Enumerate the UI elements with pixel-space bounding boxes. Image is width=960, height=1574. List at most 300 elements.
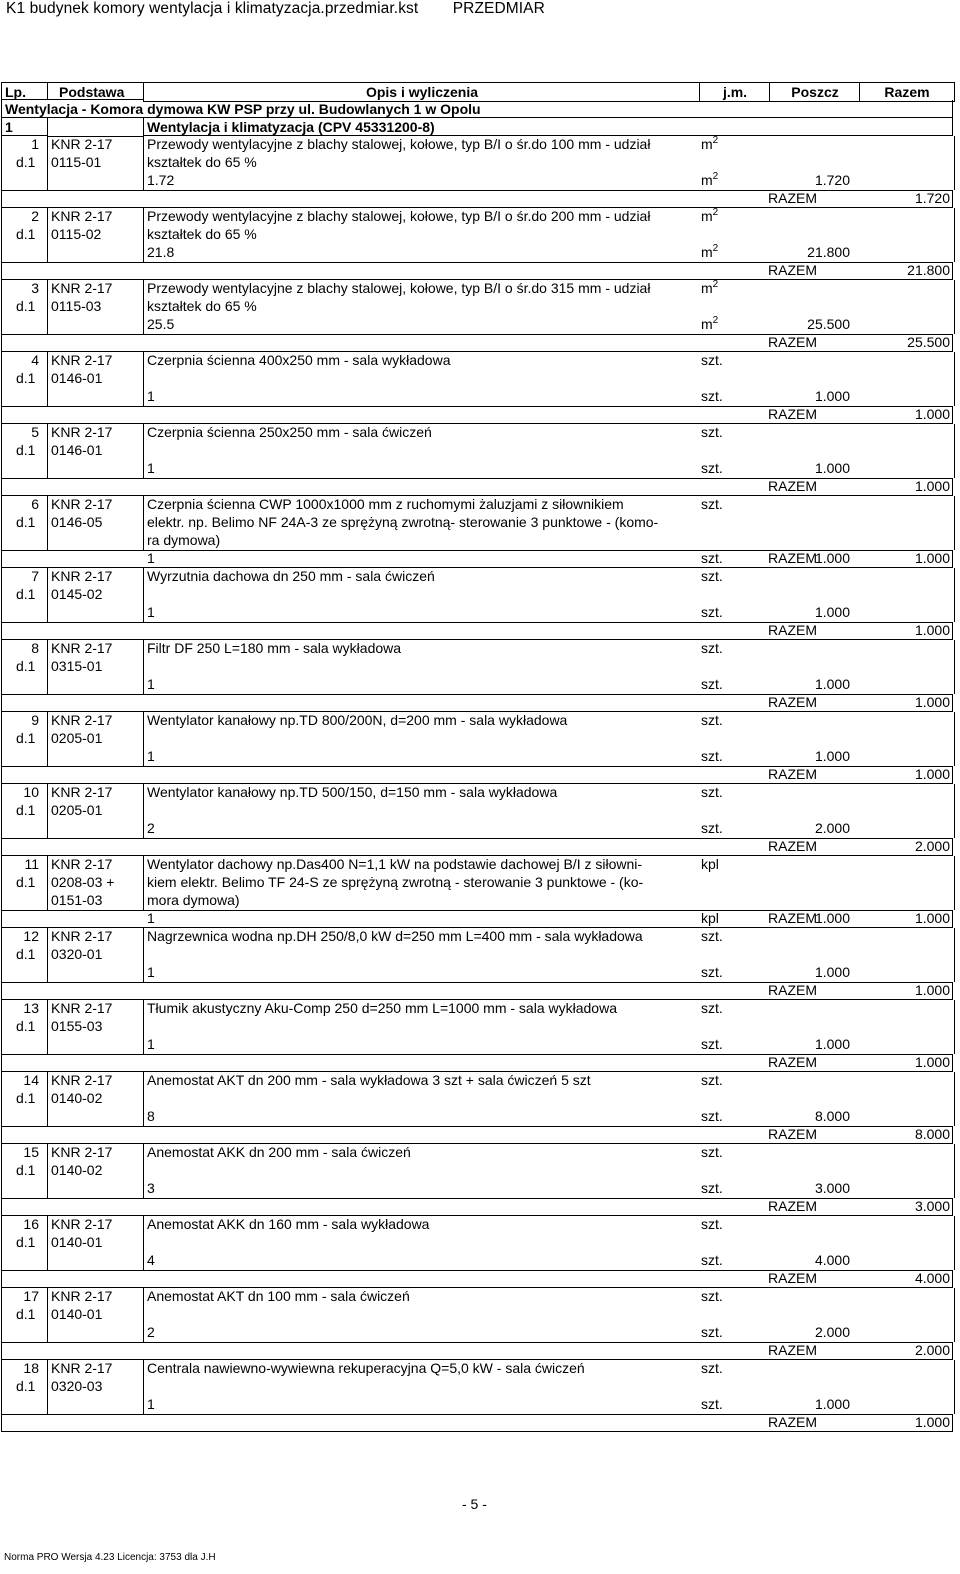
item-calc-unit (701, 1396, 723, 1412)
item-calc-unit-text: szt. (701, 1036, 723, 1052)
item-unit-text: szt. (701, 640, 723, 656)
item-unit (701, 856, 719, 872)
item-poszcz-value: 1.000 (814, 550, 850, 566)
table-header (1, 82, 953, 100)
item-d-label: d.1 (16, 946, 36, 962)
item-desc-line: Przewody wentylacyjne z blachy stalowej, kołowe, typ B/I o śr.do 100 mm - udział (147, 136, 651, 152)
item-razem-row (1, 1270, 953, 1288)
group-title: Wentylacja i klimatyzacja (CPV 45331200-8) (143, 118, 953, 136)
item-unit-text: szt. (701, 496, 723, 512)
item-unit-text: szt. (701, 352, 723, 368)
item-number: 18 (23, 1360, 39, 1376)
item-base-line: 0155-03 (51, 1018, 103, 1034)
item-base-line: 0140-02 (51, 1162, 103, 1178)
item-razem-value: 25.500 (907, 334, 950, 350)
item-base-line: KNR 2-17 (51, 136, 113, 152)
item-calc-unit (701, 316, 718, 332)
item-desc-cell (143, 568, 955, 622)
item-unit (701, 496, 723, 512)
item-block-1 (1, 136, 953, 208)
razem-label: RAZEM (768, 1270, 817, 1286)
item-unit-text: m (701, 136, 713, 152)
item-calc-unit-text: m (701, 316, 713, 332)
item-unit-text: szt. (701, 1072, 723, 1088)
item-base-line: 0208-03 + (51, 874, 115, 890)
item-razem-row (1, 550, 953, 568)
item-razem-value: 1.000 (914, 694, 950, 710)
item-calc-unit-text: szt. (701, 550, 723, 566)
item-poszcz-value: 1.000 (814, 964, 850, 980)
item-base-line: KNR 2-17 (51, 1000, 113, 1016)
item-number: 9 (31, 712, 39, 728)
item-lp-cell (1, 1072, 48, 1126)
item-desc-cell (143, 928, 955, 982)
item-block-12 (1, 928, 953, 1000)
item-base-line: KNR 2-17 (51, 568, 113, 584)
item-base-cell (47, 1360, 144, 1414)
item-block-8 (1, 640, 953, 712)
group-base-cell (47, 118, 144, 137)
item-razem-value: 1.000 (914, 766, 950, 782)
item-calc-value: 1 (147, 604, 155, 620)
estimate-table (1, 82, 953, 1432)
item-base-line: 0146-05 (51, 514, 103, 530)
item-razem-row (1, 1342, 953, 1360)
item-calc-unit (701, 388, 723, 404)
item-unit-text: szt. (701, 1144, 723, 1160)
item-lp-cell (1, 136, 48, 190)
razem-label: RAZEM (768, 262, 817, 278)
item-block-6 (1, 496, 953, 568)
item-base-line: 0320-01 (51, 946, 103, 962)
item-desc-line: Anemostat AKK dn 160 mm - sala wykładowa (147, 1216, 430, 1232)
item-poszcz-value: 1.000 (814, 676, 850, 692)
item-calc-value: 2 (147, 820, 155, 836)
item-razem-value: 1.000 (914, 406, 950, 422)
item-calc-unit-sup: 2 (712, 171, 719, 182)
item-unit-text: szt. (701, 568, 723, 584)
item-d-label: d.1 (16, 154, 36, 170)
item-desc-line: kiem elektr. Belimo TF 24-S ze sprężyną zwrotną - sterowanie 3 punktowe - (ko- (147, 874, 644, 890)
page-header (6, 0, 545, 18)
item-number: 5 (31, 424, 39, 440)
item-number: 3 (31, 280, 39, 296)
item-desc-line: Czerpnia ścienna 250x250 mm - sala ćwiczeń (147, 424, 432, 440)
item-razem-value: 2.000 (914, 1342, 950, 1358)
item-razem-row (1, 694, 953, 712)
item-razem-value: 4.000 (914, 1270, 950, 1286)
item-razem-row (1, 982, 953, 1000)
razem-label: RAZEM (768, 766, 817, 782)
item-unit (701, 352, 723, 368)
item-d-label: d.1 (16, 1378, 36, 1394)
item-calc-value: 8 (147, 1108, 155, 1124)
item-razem-value: 1.000 (914, 982, 950, 998)
item-desc-line: ra dymowa) (147, 532, 221, 548)
item-unit (701, 1288, 723, 1304)
item-unit (701, 1072, 723, 1088)
item-calc-unit (701, 172, 718, 188)
item-base-line: KNR 2-17 (51, 352, 113, 368)
item-unit-text: szt. (701, 1216, 723, 1232)
item-base-cell (47, 280, 144, 334)
col-opis-header: Opis i wyliczenia (143, 82, 700, 102)
razem-label: RAZEM (768, 838, 817, 854)
item-base-cell (47, 424, 144, 478)
razem-label: RAZEM (768, 622, 817, 638)
item-calc-unit (701, 460, 723, 476)
item-base-cell (47, 1000, 144, 1054)
item-razem-row (1, 622, 953, 640)
item-desc-line: kształtek do 65 % (147, 226, 257, 242)
item-poszcz-value: 2.000 (814, 820, 850, 836)
item-unit (701, 1144, 723, 1160)
razem-label: RAZEM (768, 406, 817, 422)
item-poszcz-value: 2.000 (814, 1324, 850, 1340)
item-calc-value: 25.5 (147, 316, 175, 332)
item-razem-row (1, 1126, 953, 1144)
item-calc-unit-text: kpl (701, 910, 719, 926)
item-d-label: d.1 (16, 370, 36, 386)
item-lp-cell (1, 280, 48, 334)
razem-label: RAZEM (768, 1198, 817, 1214)
item-calc-value: 1 (147, 1396, 155, 1412)
item-lp-cell (1, 1216, 48, 1270)
item-block-4 (1, 352, 953, 424)
item-block-5 (1, 424, 953, 496)
item-block-10 (1, 784, 953, 856)
item-razem-row (1, 190, 953, 208)
razem-label: RAZEM (768, 190, 817, 206)
item-number: 11 (24, 856, 39, 872)
item-poszcz-value: 1.000 (814, 604, 850, 620)
item-base-cell (47, 1072, 144, 1126)
section-title-row (1, 100, 953, 118)
item-base-line: KNR 2-17 (51, 424, 113, 440)
item-lp-cell (1, 856, 48, 910)
item-base-cell (47, 712, 144, 766)
item-desc-line: Nagrzewnica wodna np.DH 250/8,0 kW d=250 mm L=400 mm - sala wykładowa (147, 928, 643, 944)
item-razem-row (1, 910, 953, 928)
item-desc-line: elektr. np. Belimo NF 24A-3 ze sprężyną zwrotną- sterowanie 3 punktowe - (komo- (147, 514, 659, 530)
item-number: 17 (23, 1288, 39, 1304)
item-lp-cell (1, 640, 48, 694)
razem-label: RAZEM (768, 550, 817, 566)
item-calc-unit (701, 1252, 723, 1268)
item-calc-unit-sup: 2 (712, 243, 719, 254)
item-d-label: d.1 (16, 802, 36, 818)
item-poszcz-value: 21.800 (807, 244, 850, 260)
item-poszcz-value: 1.000 (814, 1396, 850, 1412)
item-razem-value: 2.000 (914, 838, 950, 854)
item-razem-value: 1.000 (914, 478, 950, 494)
item-d-label: d.1 (16, 1090, 36, 1106)
item-calc-unit-sup: 2 (712, 315, 719, 326)
item-unit-sup: 2 (712, 279, 719, 290)
item-unit (701, 424, 723, 440)
item-unit (701, 784, 723, 800)
col-poszcz-header: Poszcz (769, 82, 860, 102)
item-unit (701, 712, 723, 728)
item-razem-value: 1.000 (914, 550, 950, 566)
item-base-line: 0140-02 (51, 1090, 103, 1106)
item-number: 8 (31, 640, 39, 656)
item-unit-text: kpl (701, 856, 719, 872)
item-lp-cell (1, 568, 48, 622)
item-razem-value: 1.000 (914, 1414, 950, 1430)
item-desc-line: mora dymowa) (147, 892, 240, 908)
item-unit-text: szt. (701, 712, 723, 728)
item-d-label: d.1 (16, 730, 36, 746)
item-calc-unit-text: szt. (701, 1324, 723, 1340)
item-base-line: KNR 2-17 (51, 1216, 113, 1232)
item-base-line: KNR 2-17 (51, 1072, 113, 1088)
item-calc-unit (701, 244, 718, 260)
item-calc-unit-text: szt. (701, 604, 723, 620)
item-base-cell (47, 136, 144, 190)
item-base-line: 0205-01 (51, 802, 103, 818)
item-unit-text: m (701, 208, 713, 224)
item-base-line: 0205-01 (51, 730, 103, 746)
item-d-label: d.1 (16, 658, 36, 674)
item-desc-line: Przewody wentylacyjne z blachy stalowej, kołowe, typ B/I o śr.do 315 mm - udział (147, 280, 651, 296)
item-base-line: KNR 2-17 (51, 856, 113, 872)
item-base-line: KNR 2-17 (51, 280, 113, 296)
item-desc-cell (143, 1000, 955, 1054)
item-block-11 (1, 856, 953, 928)
item-poszcz-value: 1.720 (814, 172, 850, 188)
item-unit (701, 1216, 723, 1232)
item-block-13 (1, 1000, 953, 1072)
item-block-18 (1, 1360, 953, 1432)
item-razem-row (1, 334, 953, 352)
item-d-label: d.1 (16, 514, 36, 530)
file-title: K1 budynek komory wentylacja i klimatyzacja.przedmiar.kst (6, 0, 419, 17)
item-block-14 (1, 1072, 953, 1144)
razem-label: RAZEM (768, 910, 817, 926)
item-desc-cell (143, 1072, 955, 1126)
razem-label: RAZEM (768, 478, 817, 494)
item-poszcz-value: 3.000 (814, 1180, 850, 1196)
razem-label: RAZEM (768, 1342, 817, 1358)
item-desc-line: Przewody wentylacyjne z blachy stalowej, kołowe, typ B/I o śr.do 200 mm - udział (147, 208, 651, 224)
item-number: 4 (31, 352, 39, 368)
item-d-label: d.1 (16, 1162, 36, 1178)
group-number: 1 (1, 118, 47, 136)
item-razem-row (1, 262, 953, 280)
item-desc-cell (143, 1288, 955, 1342)
item-base-line: KNR 2-17 (51, 1144, 113, 1160)
razem-label: RAZEM (768, 1126, 817, 1142)
item-poszcz-value: 1.000 (814, 910, 850, 926)
item-base-line: 0146-01 (51, 370, 103, 386)
item-desc-line: Anemostat AKK dn 200 mm - sala ćwiczeń (147, 1144, 411, 1160)
item-calc-unit (701, 820, 723, 836)
item-calc-value: 1 (147, 460, 155, 476)
item-number: 12 (23, 928, 39, 944)
item-unit (701, 280, 718, 296)
item-unit-text: szt. (701, 928, 723, 944)
item-calc-unit-text: szt. (701, 1180, 723, 1196)
item-calc-value: 1 (147, 388, 155, 404)
item-calc-unit (701, 964, 723, 980)
item-unit-sup: 2 (712, 207, 719, 218)
item-calc-unit (701, 676, 723, 692)
item-number: 16 (23, 1216, 39, 1232)
item-base-cell (47, 1216, 144, 1270)
item-block-17 (1, 1288, 953, 1360)
item-calc-value: 21.8 (147, 244, 175, 260)
item-poszcz-value: 4.000 (814, 1252, 850, 1268)
col-razem-header: Razem (859, 82, 955, 102)
item-calc-value: 1 (147, 1036, 155, 1052)
footer-license: Norma PRO Wersja 4.23 Licencja: 3753 dla J.H (4, 1552, 216, 1563)
item-d-label: d.1 (16, 298, 36, 314)
item-razem-row (1, 1054, 953, 1072)
item-desc-cell (143, 1144, 955, 1198)
item-calc-unit-text: szt. (701, 820, 723, 836)
item-number: 14 (23, 1072, 39, 1088)
item-desc-line: Wentylator dachowy np.Das400 N=1,1 kW na podstawie dachowej B/I z siłowni- (147, 856, 643, 872)
item-block-7 (1, 568, 953, 640)
item-desc-cell (143, 424, 955, 478)
item-base-line: KNR 2-17 (51, 640, 113, 656)
item-block-15 (1, 1144, 953, 1216)
item-unit (701, 928, 723, 944)
item-base-cell (47, 568, 144, 622)
section-title: Wentylacja - Komora dymowa KW PSP przy ul. Budowlanych 1 w Opolu (1, 100, 953, 118)
razem-label: RAZEM (768, 334, 817, 350)
col-jm-header: j.m. (699, 82, 770, 102)
item-calc-unit (701, 748, 723, 764)
item-lp-cell (1, 496, 48, 550)
item-d-label: d.1 (16, 1018, 36, 1034)
item-calc-unit-text: m (701, 172, 713, 188)
item-d-label: d.1 (16, 226, 36, 242)
item-calc-unit-text: szt. (701, 1252, 723, 1268)
item-calc-value: 2 (147, 1324, 155, 1340)
item-lp-cell (1, 1360, 48, 1414)
item-desc-line: Wyrzutnia dachowa dn 250 mm - sala ćwiczeń (147, 568, 435, 584)
item-unit-text: szt. (701, 424, 723, 440)
item-desc-cell (143, 1360, 955, 1414)
item-calc-unit-text: szt. (701, 460, 723, 476)
item-lp-cell (1, 712, 48, 766)
item-base-cell (47, 928, 144, 982)
item-d-label: d.1 (16, 874, 36, 890)
item-calc-unit (701, 1324, 723, 1340)
item-desc-line: Czerpnia ścienna CWP 1000x1000 mm z ruchomymi żaluzjami z siłownikiem (147, 496, 624, 512)
item-calc-unit-text: szt. (701, 388, 723, 404)
item-calc-unit-text: szt. (701, 1108, 723, 1124)
item-poszcz-value: 25.500 (807, 316, 850, 332)
item-unit (701, 1360, 723, 1376)
item-number: 10 (23, 784, 39, 800)
col-podstawa-header: Podstawa (47, 82, 143, 100)
item-desc-line: Tłumik akustyczny Aku-Comp 250 d=250 mm L=1000 mm - sala wykładowa (147, 1000, 617, 1016)
item-base-cell (47, 784, 144, 838)
item-base-line: 0115-01 (51, 154, 102, 170)
item-razem-row (1, 406, 953, 424)
item-base-cell (47, 1144, 144, 1198)
item-base-line: KNR 2-17 (51, 784, 113, 800)
item-unit-text: szt. (701, 1000, 723, 1016)
item-calc-value: 1 (147, 550, 155, 566)
item-razem-value: 1.000 (914, 622, 950, 638)
item-desc-cell (143, 280, 955, 334)
item-unit-sup: 2 (712, 135, 719, 146)
item-desc-cell (143, 136, 955, 190)
item-poszcz-value: 8.000 (814, 1108, 850, 1124)
item-unit (701, 640, 723, 656)
item-base-cell (47, 640, 144, 694)
item-base-line: KNR 2-17 (51, 496, 113, 512)
item-calc-unit (701, 604, 723, 620)
item-calc-value: 1 (147, 910, 155, 926)
item-poszcz-value: 1.000 (814, 460, 850, 476)
item-razem-value: 1.000 (914, 910, 950, 926)
item-calc-value: 3 (147, 1180, 155, 1196)
item-poszcz-value: 1.000 (814, 388, 850, 404)
item-calc-unit-text: szt. (701, 964, 723, 980)
item-number: 1 (31, 136, 39, 152)
item-d-label: d.1 (16, 1234, 36, 1250)
item-base-line: 0315-01 (51, 658, 103, 674)
item-desc-cell (143, 712, 955, 766)
item-razem-value: 3.000 (914, 1198, 950, 1214)
item-desc-line: Anemostat AKT dn 100 mm - sala ćwiczeń (147, 1288, 410, 1304)
item-desc-cell (143, 352, 955, 406)
item-block-9 (1, 712, 953, 784)
item-unit-text: szt. (701, 784, 723, 800)
item-unit-text: szt. (701, 1288, 723, 1304)
item-razem-value: 1.000 (914, 1054, 950, 1070)
item-desc-line: Czerpnia ścienna 400x250 mm - sala wykładowa (147, 352, 451, 368)
item-desc-line: kształtek do 65 % (147, 154, 257, 170)
item-unit (701, 568, 723, 584)
item-base-cell (47, 352, 144, 406)
item-base-line: KNR 2-17 (51, 928, 113, 944)
item-razem-value: 21.800 (907, 262, 950, 278)
item-calc-unit (701, 1036, 723, 1052)
item-lp-cell (1, 208, 48, 262)
item-d-label: d.1 (16, 1306, 36, 1322)
item-base-line: 0146-01 (51, 442, 103, 458)
page-number: - 5 - (462, 1496, 487, 1512)
item-number: 2 (31, 208, 39, 224)
razem-label: RAZEM (768, 982, 817, 998)
item-desc-line: Anemostat AKT dn 200 mm - sala wykładowa 3 szt + sala ćwiczeń 5 szt (147, 1072, 591, 1088)
document-type: PRZEDMIAR (452, 0, 545, 17)
item-block-16 (1, 1216, 953, 1288)
item-razem-value: 1.720 (914, 190, 950, 206)
item-desc-line: Wentylator kanałowy np.TD 500/150, d=150 mm - sala wykładowa (147, 784, 558, 800)
item-calc-unit-text: szt. (701, 1396, 723, 1412)
item-desc-line: kształtek do 65 % (147, 298, 257, 314)
item-base-line: 0115-02 (51, 226, 102, 242)
item-calc-value: 4 (147, 1252, 155, 1268)
item-unit (701, 208, 718, 224)
item-base-line: 0140-01 (51, 1234, 103, 1250)
item-number: 6 (31, 496, 39, 512)
col-lp-header: Lp. (1, 82, 47, 100)
item-razem-row (1, 838, 953, 856)
item-number: 15 (23, 1144, 39, 1160)
item-desc-cell (143, 784, 955, 838)
item-desc-line: Filtr DF 250 L=180 mm - sala wykładowa (147, 640, 402, 656)
item-base-cell (47, 496, 144, 550)
item-razem-row (1, 478, 953, 496)
